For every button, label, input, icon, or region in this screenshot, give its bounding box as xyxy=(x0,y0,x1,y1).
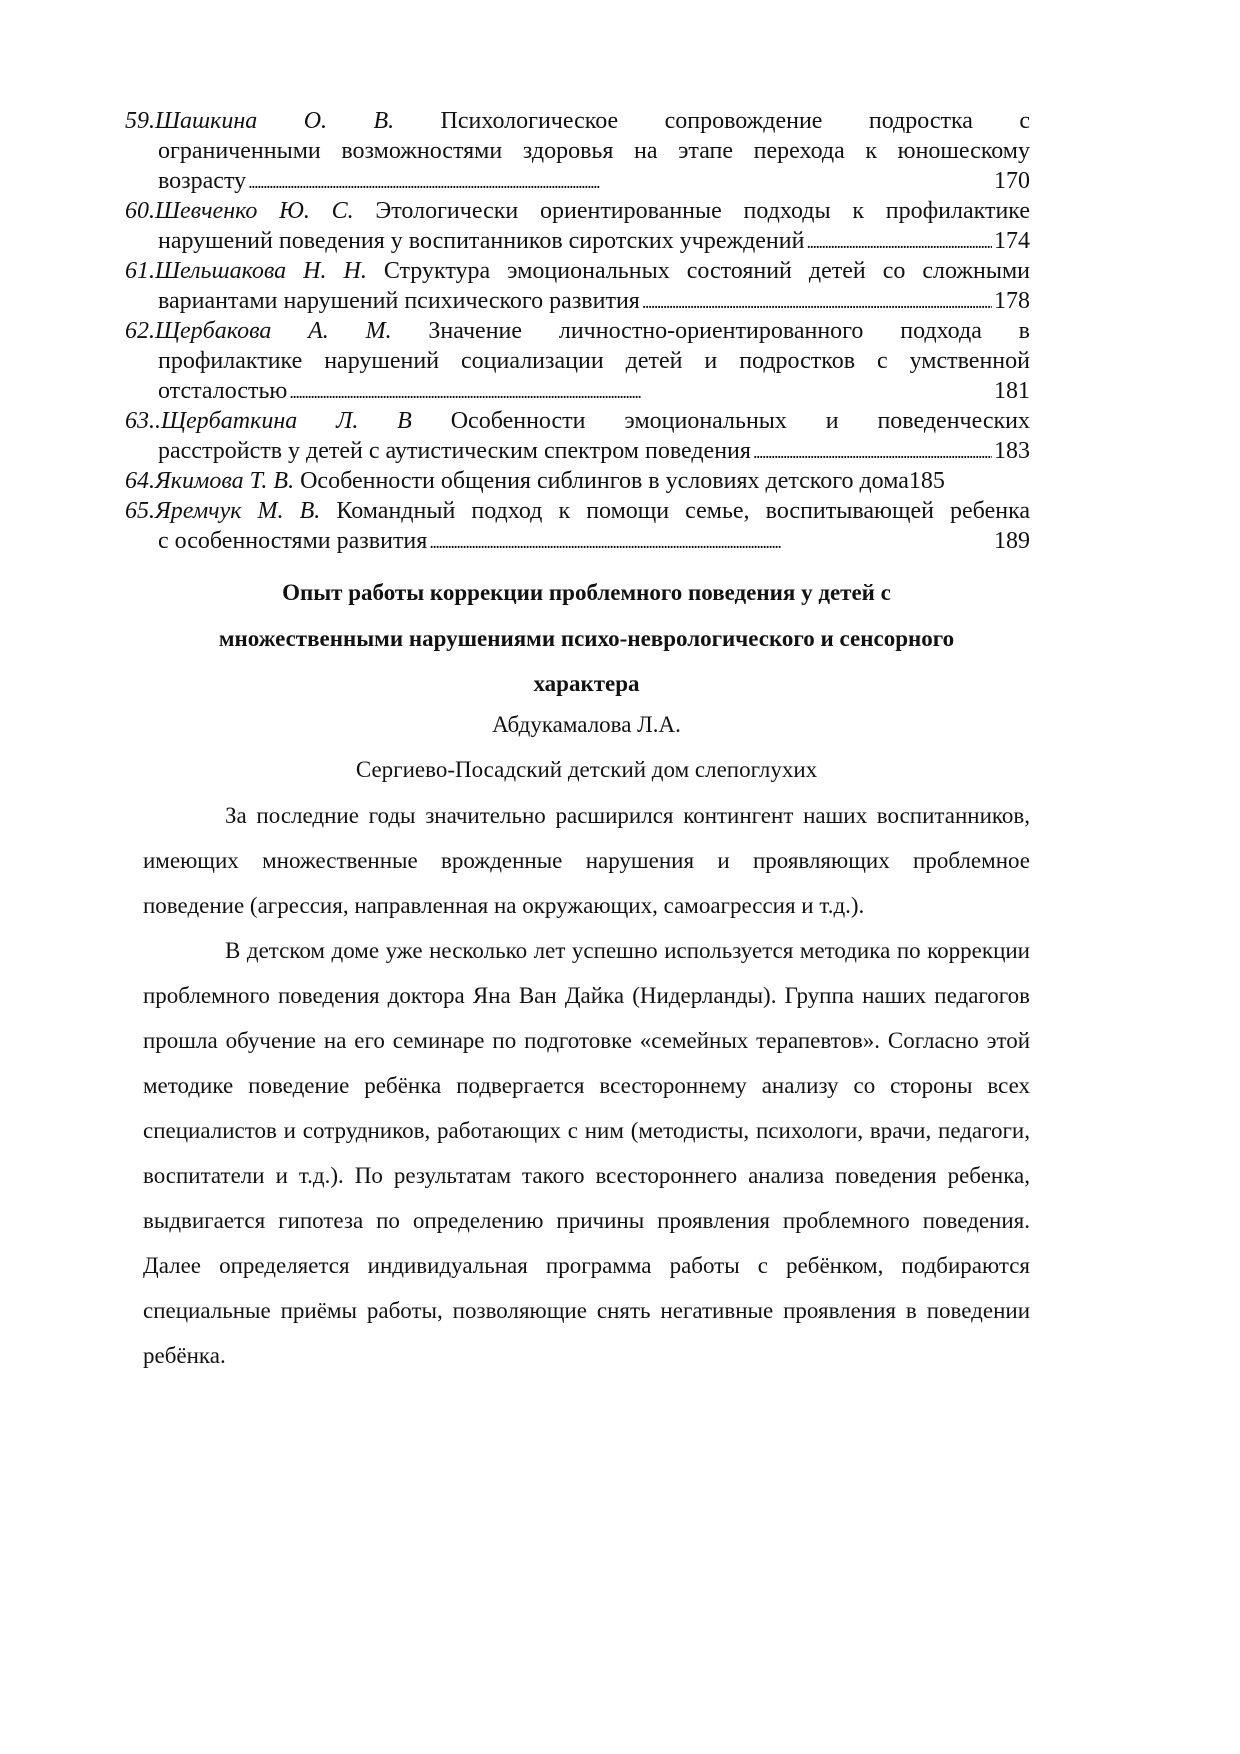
toc-line xyxy=(158,376,1030,406)
toc-number: 61. xyxy=(125,258,155,284)
toc-author: Щербакова А. М. xyxy=(155,318,392,344)
toc-page-number: 178 xyxy=(994,288,1030,314)
toc-line xyxy=(125,196,1030,226)
toc-title-text: возрасту xyxy=(158,168,247,194)
toc-line xyxy=(125,406,1030,436)
toc-title-text: Особенности эмоциональных и поведенческих xyxy=(450,408,1030,434)
toc-entry xyxy=(125,466,1030,496)
toc-number: 62. xyxy=(125,318,155,344)
toc-title-text: профилактике нарушений социализации детей и подростков с умственной xyxy=(158,348,1030,374)
toc-page-number: 174 xyxy=(994,228,1030,254)
toc-line xyxy=(158,286,1030,316)
toc-title-text: вариантами нарушений психического развития xyxy=(158,288,640,314)
toc-number: 60. xyxy=(125,198,155,224)
toc-author: Яремчук М. В. xyxy=(155,498,321,524)
toc-title-text: Командный подход к помощи семье, воспитывающей ребенка xyxy=(336,498,1030,524)
toc-page-number: 183 xyxy=(994,438,1030,464)
toc-page-number: 170 xyxy=(994,168,1030,194)
toc-line xyxy=(158,166,1030,196)
toc-page-number: 185 xyxy=(908,468,945,494)
toc-title-text: Значение личностно-ориентированного подхода в xyxy=(428,318,1030,344)
dot-leader xyxy=(429,526,992,557)
toc-line xyxy=(158,346,1030,376)
toc-page-number: 181 xyxy=(994,378,1030,404)
title-line: Опыт работы коррекции проблемного поведения у детей с xyxy=(282,580,891,605)
toc-line xyxy=(125,256,1030,286)
toc-page-number: 189 xyxy=(994,528,1030,554)
toc-title-text: с особенностями развития xyxy=(158,528,428,554)
dot-leader xyxy=(289,376,992,407)
toc-title-text: отсталостью xyxy=(158,378,288,404)
dot-leader xyxy=(753,436,992,467)
toc-title-text: ограниченными возможностями здоровья на этапе перехода к юношескому xyxy=(158,138,1030,164)
dot-leader xyxy=(248,166,992,197)
table-of-contents xyxy=(125,106,1030,556)
toc-title-text: Структура эмоциональных состояний детей со сложными xyxy=(383,258,1030,284)
toc-title-text: Психологическое сопровождение подростка с xyxy=(440,108,1030,134)
toc-number: 64. xyxy=(125,468,155,494)
toc-entry xyxy=(125,256,1030,316)
toc-line xyxy=(125,466,1030,496)
toc-number: 65. xyxy=(125,498,155,524)
title-line: множественными нарушениями психо-неврологического и сенсорного xyxy=(218,625,955,651)
toc-author: Шевченко Ю. С. xyxy=(155,198,354,224)
article-author: Абдукамалова Л.А. xyxy=(492,712,681,737)
toc-number: 63.. xyxy=(125,408,161,434)
toc-author: Шашкина О. В. xyxy=(155,108,395,134)
toc-entry xyxy=(125,406,1030,466)
dot-leader xyxy=(642,286,992,317)
dot-leader xyxy=(806,226,992,257)
toc-line xyxy=(158,226,1030,256)
paragraph: За последние годы значительно расширился контингент наших воспитанников, имеющих множественные врожденные нарушения и проявляющих проблемное поведение (агрессия, направленная на окружающих, самоагрессия и т.д.). xyxy=(143,803,1030,918)
toc-line xyxy=(158,526,1030,556)
title-line: характера xyxy=(533,671,640,696)
article-body xyxy=(143,793,1030,1378)
toc-line xyxy=(125,316,1030,346)
toc-number: 59. xyxy=(125,108,155,134)
toc-entry xyxy=(125,496,1030,556)
toc-line xyxy=(158,136,1030,166)
toc-entry xyxy=(125,316,1030,406)
toc-author: Шельшакова Н. Н. xyxy=(155,258,367,284)
toc-line xyxy=(125,496,1030,526)
toc-line xyxy=(158,436,1030,466)
toc-title-text: расстройств у детей с аутистическим спектром поведения xyxy=(158,438,751,464)
toc-author: Щербаткина Л. В xyxy=(161,408,412,434)
toc-entry xyxy=(125,196,1030,256)
toc-title-text: нарушений поведения у воспитанников сиротских учреждений xyxy=(158,228,805,254)
article-title xyxy=(143,570,1030,707)
toc-title-text: Этологически ориентированные подходы к профилактике xyxy=(375,198,1030,224)
article-organization: Сергиево-Посадский детский дом слепоглухих xyxy=(355,757,818,782)
toc-author: Якимова Т. В. xyxy=(155,468,295,494)
toc-entry xyxy=(125,106,1030,196)
toc-title-text: Особенности общения сиблингов в условиях детского дома xyxy=(300,468,909,494)
toc-line xyxy=(125,106,1030,136)
paragraph: В детском доме уже несколько лет успешно используется методика по коррекции проблемного поведения доктора Яна Ван Дайка (Нидерланды). Группа наших педагогов прошла обучение на его семинаре по подготовке «семейных терапевтов». Согласно этой методике поведение ребёнка подвергается всестороннему анализу со стороны всех специалистов и сотрудников, работающих с ним (методисты, психологи, врачи, педагоги, воспитатели и т.д.). По результатам такого всестороннего анализа поведения ребенка, выдвигается гипотеза по определению причины проявления проблемного поведения. Далее определяется индивидуальная программа работы с ребёнком, подбираются специальные приёмы работы, позволяющие снять негативные проявления в поведении ребёнка. xyxy=(143,938,1030,1368)
